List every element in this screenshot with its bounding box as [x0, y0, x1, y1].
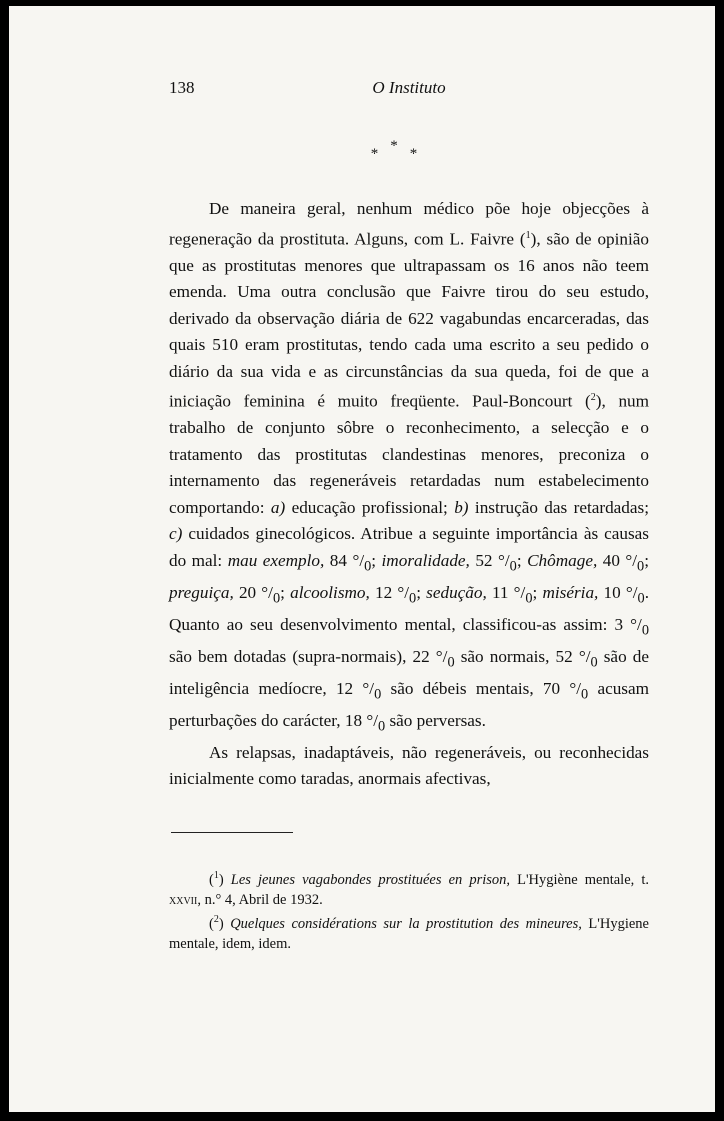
- text-run: . Quanto ao seu desenvolvimento mental, classificou-as assim: 3 °/: [169, 582, 649, 634]
- footnote-text: , n.° 4, Abril de 1932.: [197, 891, 323, 908]
- text-run: acusam perturbações do carácter, 18 °/: [169, 678, 649, 730]
- asterism-star: *: [409, 146, 418, 162]
- footnote-ref: 1: [525, 229, 531, 241]
- cause-term: imoralidade,: [381, 550, 470, 570]
- paragraph-2: As relapsas, inadaptáveis, não regeneráveis, ou reconhecidas inicialmente como taradas, anormais afectivas,: [169, 742, 649, 789]
- text-run: ), num trabalho de conjunto sôbre o reconhecimento, a selecção e o tratamento das prostitutas clandestinas menores, preconiza o internamento das regeneráveis retardadas num estabelecimento comportando:: [169, 391, 650, 517]
- text-run: educação profissional;: [285, 497, 455, 517]
- percent-sign: 0: [525, 590, 533, 607]
- text-run: 40 °/: [597, 550, 638, 570]
- percent-sign: 0: [374, 686, 382, 703]
- text-run: 12 °/: [369, 582, 410, 602]
- text-run: ;: [516, 550, 528, 570]
- text-run: 20 °/: [233, 582, 273, 602]
- asterism: [354, 138, 434, 163]
- percent-sign: 0: [641, 622, 649, 639]
- asterism-star: *: [370, 146, 379, 162]
- text-run: são normais, 52 °/: [454, 646, 591, 666]
- percent-sign: 0: [637, 590, 645, 607]
- text-run: 84 °/: [324, 550, 365, 570]
- book-page: [9, 6, 715, 1112]
- list-marker: c): [169, 524, 183, 544]
- percent-sign: 0: [364, 558, 372, 575]
- footnote-mark: 2: [213, 913, 219, 925]
- text-run: 10 °/: [598, 582, 638, 602]
- text-run: 11 °/: [486, 582, 526, 602]
- cause-term: sedução,: [426, 582, 487, 602]
- body-text: [169, 196, 649, 793]
- text-run: são bem dotadas (supra-normais), 22 °/: [169, 646, 448, 666]
- text-run: são perversas.: [385, 710, 486, 730]
- footnote-rule: [171, 832, 293, 833]
- text-run: ;: [644, 550, 649, 570]
- footnotes: [169, 866, 649, 954]
- footnote-1: ($^1$) Les jeunes vagabondes prostituées en prison, L'Hygiène mentale, t. xxvii, n.° 4, Abril de 1932.: [169, 870, 649, 908]
- footnote-mark: 1: [213, 870, 219, 881]
- cause-term: alcoolismo,: [290, 582, 370, 602]
- asterism-star: *: [390, 138, 398, 154]
- text-run: ;: [532, 582, 543, 602]
- text-run: são de inteligência medíocre, 12 °/: [169, 646, 649, 698]
- text-run: cuidados ginecológicos. Atribue a seguinte importância às causas do mal:: [169, 524, 649, 570]
- percent-sign: 0: [637, 558, 645, 575]
- footnote-volume: xxvii: [169, 891, 198, 908]
- cause-term: mau exemplo,: [227, 550, 325, 570]
- footnote-title: Quelques considérations sur la prostitution des mineures,: [230, 915, 582, 932]
- cause-term: miséria,: [542, 582, 599, 602]
- percent-sign: 0: [409, 590, 417, 607]
- text-run: 52 °/: [469, 550, 510, 570]
- list-marker: a): [270, 497, 286, 517]
- text-run: De maneira geral, nenhum médico põe hoje objecções à regeneração da prostituta. Alguns, com L. Faivre (: [169, 199, 649, 249]
- paragraph-1: [169, 196, 649, 740]
- text-run: ;: [280, 582, 291, 602]
- page-number: 138: [169, 78, 195, 97]
- footnote-ref: 2: [590, 392, 596, 404]
- footnote-title: Les jeunes vagabondes prostituées en prison,: [230, 871, 511, 888]
- text-run: ), são de opinião que as prostitutas menores que ultrapassam os 16 anos não teem emenda. Uma outra conclusão que Faivre tirou do seu estudo, derivado da observação diária de 622 vagabundas encarceradas, das quais 510 eram prostitutas, tendo cada uma escrito a seu pedido o diário da sua vida e as circunstâncias da sua queda, foi de que a iniciação feminina é muito freqüente. Paul-Boncourt (: [169, 229, 649, 411]
- text-run: instrução das retardadas;: [468, 497, 649, 517]
- percent-sign: 0: [272, 590, 281, 607]
- text-run: ;: [371, 550, 382, 570]
- text-run: são débeis mentais, 70 °/: [381, 678, 582, 698]
- percent-sign: 0: [378, 718, 386, 735]
- cause-term: Chômage,: [527, 550, 598, 570]
- page-header: [169, 78, 649, 104]
- percent-sign: 0: [447, 654, 455, 671]
- footnote-2: ($^2$) Quelques considérations sur la prostitution des mineures, L'Hygiene mentale, idem, idem.: [169, 913, 649, 952]
- footnote-text: L'Hygiene mentale, idem, idem.: [169, 915, 649, 952]
- text-run: ;: [416, 582, 427, 602]
- percent-sign: 0: [581, 686, 589, 703]
- running-title: O Instituto: [372, 78, 446, 97]
- list-marker: b): [454, 497, 469, 517]
- percent-sign: 0: [509, 558, 517, 575]
- percent-sign: 0: [590, 654, 598, 671]
- cause-term: preguiça,: [169, 582, 234, 602]
- footnote-text: L'Hygiène mentale, t.: [510, 871, 649, 888]
